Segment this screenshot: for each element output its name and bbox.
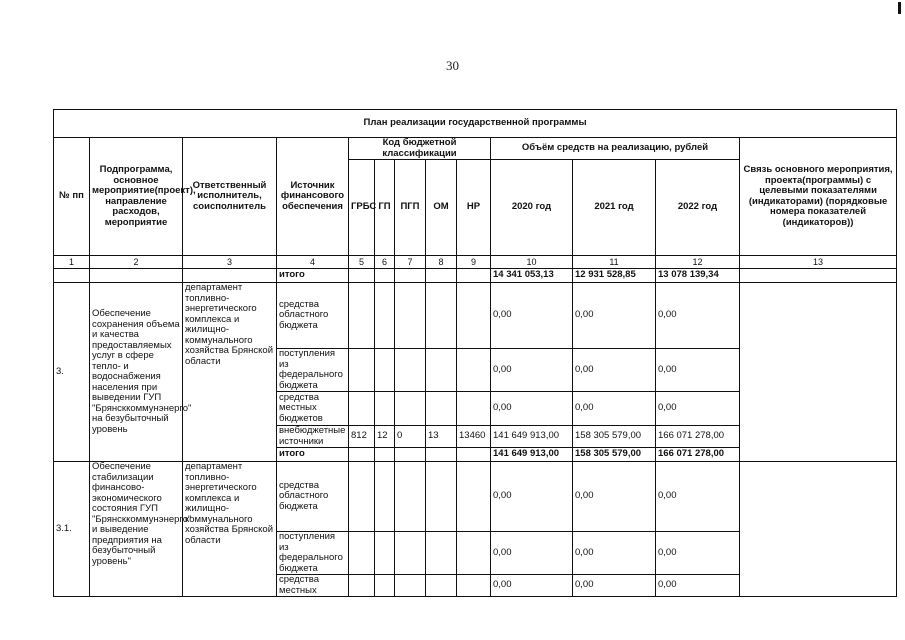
total-2020: 141 649 913,00 <box>491 448 573 462</box>
header-gp: ГП <box>375 160 395 256</box>
col-number: 3 <box>183 256 277 269</box>
value-2022: 166 071 278,00 <box>656 426 740 448</box>
header-link: Связь основного мероприятия, проекта(программы) с целевыми показателями (индикаторами) (порядковые номера показателей (индикаторов)) <box>740 138 897 256</box>
source-label: поступления из федерального бюджета <box>277 532 349 575</box>
source-label: средства областного бюджета <box>277 462 349 532</box>
code-pgp: 0 <box>395 426 426 448</box>
col-number: 6 <box>375 256 395 269</box>
table-row <box>54 283 897 349</box>
value-2022: 0,00 <box>656 349 740 392</box>
value-2021: 0,00 <box>573 575 656 597</box>
col-number: 11 <box>573 256 656 269</box>
value-2020: 0,00 <box>491 349 573 392</box>
value-2020: 0,00 <box>491 392 573 426</box>
header-volume: Объём средств на реализацию, рублей <box>491 138 740 160</box>
value-2022: 0,00 <box>656 283 740 349</box>
col-number: 10 <box>491 256 573 269</box>
value-2021: 0,00 <box>573 462 656 532</box>
source-label: средства областного бюджета <box>277 283 349 349</box>
header-2020: 2020 год <box>491 160 573 256</box>
col-number: 7 <box>395 256 426 269</box>
section-name: Обеспечение сохранения объема и качества предоставляемых услуг в сфере тепло- и водоснабжения населения при выведении ГУП "Брянсккоммунэнерго" на безубыточный уровень <box>90 283 183 462</box>
col-number: 9 <box>457 256 491 269</box>
header-subprogram: Подпрограмма, основное мероприятие(проект), направление расходов, мероприятие <box>90 138 183 256</box>
value-2022: 0,00 <box>656 462 740 532</box>
header-num: № пп <box>54 138 90 256</box>
total-2022: 13 078 139,34 <box>656 269 740 283</box>
value-2022: 0,00 <box>656 532 740 575</box>
source-label: средства местных бюджетов <box>277 392 349 426</box>
value-2021: 0,00 <box>573 349 656 392</box>
header-executor: Ответственный исполнитель, соисполнитель <box>183 138 277 256</box>
code-grbs: 812 <box>349 426 375 448</box>
col-number: 2 <box>90 256 183 269</box>
col-number: 8 <box>426 256 457 269</box>
col-number: 12 <box>656 256 740 269</box>
table-title: План реализации государственной программы <box>54 110 897 138</box>
column-numbers-row <box>54 256 897 269</box>
header-nr: НР <box>457 160 491 256</box>
header-pgp: ПГП <box>395 160 426 256</box>
code-om: 13 <box>426 426 457 448</box>
total-row-top <box>54 269 897 283</box>
total-label: итого <box>277 448 349 462</box>
col-number: 13 <box>740 256 897 269</box>
value-2022: 0,00 <box>656 575 740 597</box>
program-plan-table <box>53 109 897 597</box>
source-label: средства местных <box>277 575 349 597</box>
value-2022: 0,00 <box>656 392 740 426</box>
section-number: 3.1. <box>54 462 90 597</box>
total-2021: 158 305 579,00 <box>573 448 656 462</box>
value-2020: 0,00 <box>491 575 573 597</box>
page-number: 30 <box>446 58 459 73</box>
col-number: 4 <box>277 256 349 269</box>
code-nr: 13460 <box>457 426 491 448</box>
col-number: 1 <box>54 256 90 269</box>
header-source: Источник финансового обеспечения <box>277 138 349 256</box>
value-2021: 0,00 <box>573 392 656 426</box>
header-om: ОМ <box>426 160 457 256</box>
section-number: 3. <box>54 283 90 462</box>
section-name: Обеспечение стабилизации финансово-экономического состояния ГУП "Брянсккоммунэнерго" и выведение предприятия на безубыточный уровень" <box>90 462 183 597</box>
section-executor: департамент топливно-энергетического комплекса и жилищно-коммунального хозяйства Брянской области <box>183 283 277 462</box>
value-2020: 0,00 <box>491 283 573 349</box>
code-gp: 12 <box>375 426 395 448</box>
value-2021: 158 305 579,00 <box>573 426 656 448</box>
table-row <box>54 462 897 532</box>
total-2020: 14 341 053,13 <box>491 269 573 283</box>
value-2020: 141 649 913,00 <box>491 426 573 448</box>
header-budget-code: Код бюджетной классификации <box>349 138 491 160</box>
header-2021: 2021 год <box>573 160 656 256</box>
header-2022: 2022 год <box>656 160 740 256</box>
col-number: 5 <box>349 256 375 269</box>
value-2020: 0,00 <box>491 532 573 575</box>
source-label: поступления из федерального бюджета <box>277 349 349 392</box>
value-2020: 0,00 <box>491 462 573 532</box>
value-2021: 0,00 <box>573 532 656 575</box>
total-label: итого <box>277 269 349 283</box>
total-2021: 12 931 528,85 <box>573 269 656 283</box>
section-executor: департамент топливно-энергетического комплекса и жилищно-коммунального хозяйства Брянской области <box>183 462 277 597</box>
total-2022: 166 071 278,00 <box>656 448 740 462</box>
source-label: внебюджетные источники <box>277 426 349 448</box>
scan-edge-mark <box>898 2 901 14</box>
value-2021: 0,00 <box>573 283 656 349</box>
header-grbs: ГРБС <box>349 160 375 256</box>
